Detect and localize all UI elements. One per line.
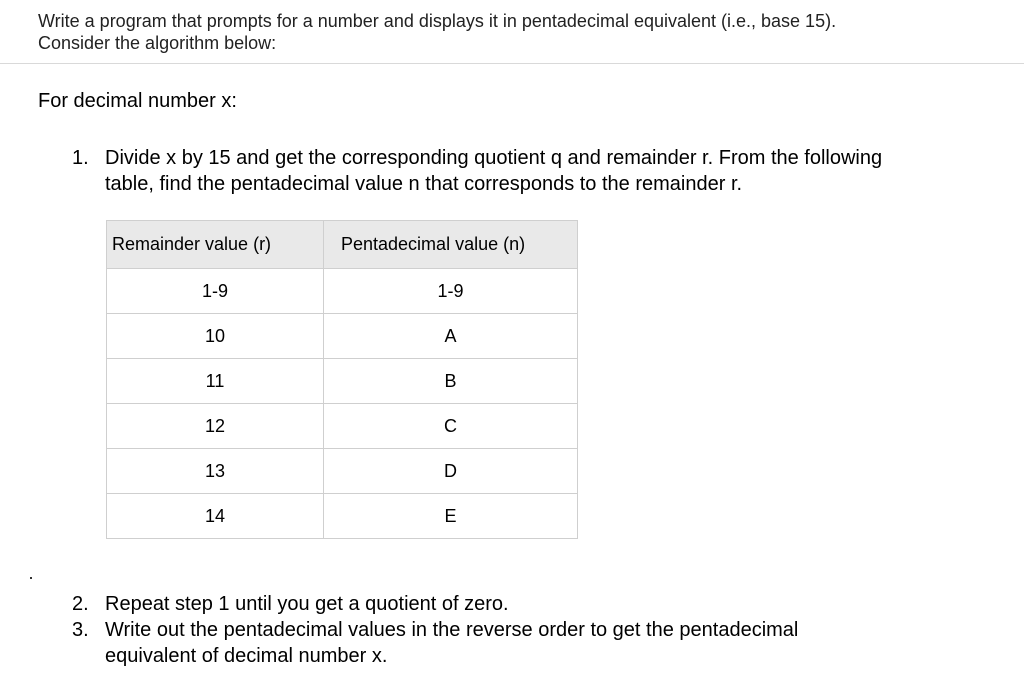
step-1-line-1: Divide x by 15 and get the corresponding quotient q and remainder r. From the following — [105, 147, 883, 169]
table-row — [107, 449, 578, 494]
step-2-text — [105, 591, 509, 617]
pentadecimal-cell: D — [324, 449, 578, 494]
pentadecimal-cell: A — [324, 314, 578, 359]
step-3-number: 3. — [72, 619, 89, 641]
algorithm-subheading: For decimal number x: — [38, 90, 237, 112]
pentadecimal-cell: C — [324, 404, 578, 449]
step-3-line-2: equivalent of decimal number x. — [105, 645, 388, 667]
remainder-cell: 11 — [107, 359, 324, 404]
step-3-line-1: Write out the pentadecimal values in the reverse order to get the pentadecimal — [105, 619, 799, 641]
header-remainder: Remainder value (r) — [107, 221, 324, 269]
step-3-text — [105, 617, 798, 669]
pentadecimal-cell: 1-9 — [324, 269, 578, 314]
table-row — [107, 314, 578, 359]
remainder-lookup-table — [106, 220, 578, 539]
step-1-number: 1. — [72, 147, 89, 169]
step-1-text — [105, 145, 882, 197]
remainder-cell: 12 — [107, 404, 324, 449]
table-row — [107, 359, 578, 404]
problem-statement-line-1: Write a program that prompts for a number and displays it in pentadecimal equivalent (i.e., base 15). — [38, 11, 837, 31]
pentadecimal-cell: B — [324, 359, 578, 404]
problem-statement-line-2: Consider the algorithm below: — [38, 33, 277, 53]
table-row — [107, 269, 578, 314]
problem-statement — [0, 0, 1024, 64]
step-2-line-1: Repeat step 1 until you get a quotient of zero. — [105, 593, 509, 615]
pentadecimal-cell: E — [324, 494, 578, 539]
remainder-cell: 10 — [107, 314, 324, 359]
step-2-number: 2. — [72, 593, 89, 615]
remainder-cell: 1-9 — [107, 269, 324, 314]
remainder-cell: 13 — [107, 449, 324, 494]
stray-dot — [30, 577, 32, 579]
header-pentadecimal: Pentadecimal value (n) — [324, 221, 578, 269]
table-row — [107, 494, 578, 539]
table-row — [107, 404, 578, 449]
table-header-row — [107, 221, 578, 269]
remainder-cell: 14 — [107, 494, 324, 539]
step-1-line-2: table, find the pentadecimal value n that corresponds to the remainder r. — [105, 173, 743, 195]
